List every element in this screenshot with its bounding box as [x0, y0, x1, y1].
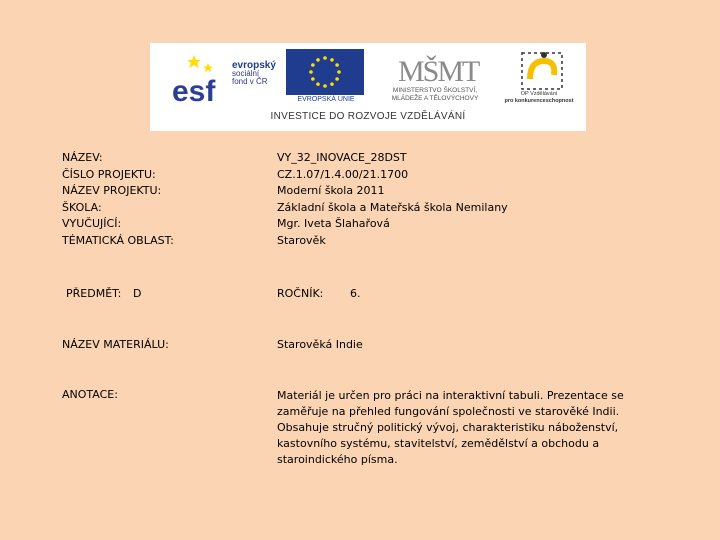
- label-nazev-projektu: NÁZEV PROJEKTU:: [62, 184, 162, 197]
- esf-caption: [232, 62, 292, 86]
- esf-line-2: sociální: [232, 69, 260, 78]
- value-predmet: D: [133, 287, 142, 300]
- value-anotace: Materiál je určen pro práci na interaktivní tabuli. Prezentace se zaměřuje na přehled fungování společnosti ve starověké Indii. Obsahuje stručný politický vývoj, charakteristiku náboženství, kastovního systému, stavitelství, zemědělství a obchodu a staroindického písma.: [277, 389, 624, 466]
- msmt-logo-text: MŠMT: [398, 55, 479, 88]
- banner-caption: INVESTICE DO ROZVOJE VZDĚLÁVÁNÍ: [270, 111, 466, 122]
- msmt-line-1: MINISTERSTVO ŠKOLSTVÍ,: [392, 87, 478, 94]
- value-nazev-materialu: Starověká Indie: [277, 338, 363, 351]
- esf-line-3: fond v ČR: [232, 77, 268, 86]
- eu-star-icon: [335, 63, 339, 67]
- label-vyucujici: VYUČUJÍCÍ:: [62, 217, 122, 230]
- op-line-2: pro konkurenceschopnost: [504, 98, 574, 104]
- msmt-logo: [396, 47, 479, 88]
- label-tematicka-oblast: TÉMATICKÁ OBLAST:: [62, 233, 174, 247]
- eu-star-icon: [316, 58, 320, 62]
- value-nazev: VY_32_INOVACE_28DST: [277, 151, 407, 164]
- label-skola: ŠKOLA:: [62, 200, 102, 214]
- value-tematicka-oblast: Starověk: [277, 233, 326, 247]
- label-cislo-projektu: ČÍSLO PROJEKTU:: [62, 167, 156, 181]
- eu-star-icon: [316, 82, 320, 86]
- esf-line-1: evropský: [232, 60, 276, 71]
- eu-star-icon: [311, 63, 315, 67]
- label-anotace: ANOTACE:: [62, 388, 118, 401]
- label-predmet: PŘEDMĚT:: [66, 287, 122, 300]
- eu-star-icon: [330, 82, 334, 86]
- label-nazev: NÁZEV:: [62, 151, 103, 164]
- value-skola: Základní škola a Mateřská škola Nemilany: [277, 200, 508, 214]
- eu-star-icon: [323, 84, 327, 88]
- eu-flag-icon: [286, 49, 364, 95]
- label-nazev-materialu: NÁZEV MATERIÁLU:: [62, 338, 169, 351]
- esf-logo: [164, 49, 234, 108]
- esf-logo-text: esf: [172, 75, 216, 108]
- eu-star-icon: [311, 77, 315, 81]
- value-nazev-projektu: Moderní škola 2011: [277, 184, 385, 197]
- op-caption: [496, 91, 582, 105]
- value-rocnik: 6.: [350, 287, 361, 300]
- msmt-line-2: MLÁDEŽE A TĚLOVÝCHOVY: [391, 95, 479, 102]
- logo-banner: [150, 43, 586, 131]
- eu-star-icon: [337, 70, 341, 74]
- msmt-caption: [370, 87, 500, 103]
- eu-star-icon: [309, 70, 313, 74]
- eu-star-icon: [335, 77, 339, 81]
- value-vyucujici: Mgr. Iveta Šlahařová: [277, 217, 390, 230]
- eu-caption: EVROPSKÁ UNIE: [297, 96, 355, 103]
- label-rocnik: ROČNÍK:: [277, 287, 324, 300]
- value-cislo-projektu: CZ.1.07/1.4.00/21.1700: [277, 167, 409, 181]
- eu-star-icon: [323, 56, 327, 60]
- op-line-1: OP Vzdělávání: [520, 91, 558, 97]
- eu-star-icon: [330, 58, 334, 62]
